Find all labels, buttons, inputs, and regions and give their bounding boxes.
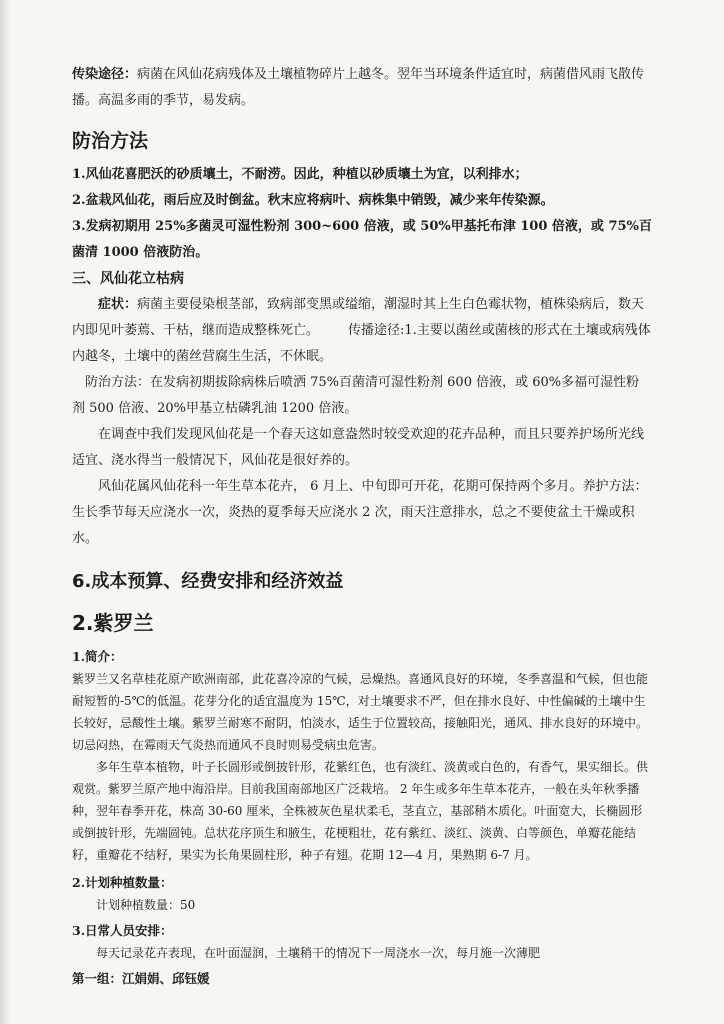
heading-budget: 6.成本预算、经费安排和经济效益 (72, 571, 344, 592)
heading-violet: 2.紫罗兰 (72, 611, 154, 635)
group-text: 第一组：江娟娟、邱钰媛 (72, 971, 210, 986)
care-paragraph: 风仙花属风仙花科一年生草本花卉， 6 月上、中旬即可开花，花期可保持两个多月。养护方法：生长季节每天应浇水一次，炎热的夏季每天应浇水 2 次，雨天注意排水，总之不要使盆土干燥或积水。 (72, 479, 648, 546)
transmission-text: 病菌在风仙花病残体及土壤植物碎片上越冬。翌年当环境条件适宜时，病菌借风雨飞散传播。高温多雨的季节，易发病。 (72, 67, 645, 108)
control-item-1: 1.风仙花喜肥沃的砂质壤土，不耐涝。因此，种植以砂质壤土为宜，以利排水； (72, 167, 528, 182)
intro-paragraph-1: 紫罗兰又名草桂花原产欧洲南部，此花喜冷凉的气候，忌燥热。喜通风良好的环境，冬季喜温和气候，但也能耐短暂的-5℃的低温。花芽分化的适宜温度为 15℃，对土壤要求不严，但在排水良好、中性偏碱的土壤中生长较好，忌酸性土壤。紫罗兰耐寒不耐阴，怕淡水，适生于位置较高，接触阳光，通风、排水良好的环境中。切忌闷热，在霉雨天气炎热而通风不良时则易受病虫危害。 (72, 672, 649, 752)
symptom-paragraph (72, 292, 652, 370)
control-item-2: 2.盆栽风仙花，雨后应及时倒盆。秋末应将病叶、病株集中销毁，减少来年传染源。 (72, 193, 554, 208)
symptom-route: 传播途径:1.主要以菌丝或菌核的形式在土壤或病残体内越冬，土壤中的菌丝营腐生生活，不休眠。 (72, 323, 651, 364)
intro-paragraph-2: 多年生草本植物，叶子长圆形或倒披针形，花紫红色，也有淡红、淡黄或白色的，有香气，果实细长。供观赏。紫罗兰原产地中海沿岸。目前我国南部地区广泛栽培。 2 年生或多年生草本花卉，一般在头年秋季播种，翌年春季开花，株高 30-60 厘米，全株被灰色星状柔毛，茎直立，基部稍木质化。叶面宽大，长椭圆形或倒披针形，先端圆钝。总状花序顶生和腋生，花梗粗壮，花有紫红、淡红、淡黄、白等颜色，单瓣花能结籽，重瓣花不结籽，果实为长角果圆柱形，种子有翅。花期 12—4 月，果熟期 6-7 月。 (72, 760, 649, 862)
control-item-3: 3.发病初期用 25%多菌灵可湿性粉剂 300~600 倍液，或 50%甲基托布津 100 倍液，或 75%百菌清 1000 倍液防治。 (72, 219, 652, 260)
heading-control-methods: 防治方法 (72, 130, 149, 152)
heading-damping-off: 三、风仙花立枯病 (72, 271, 184, 287)
transmission-lead: 传染途径： (72, 67, 138, 82)
symptom-lead: 症状： (98, 297, 138, 312)
staff-text: 每天记录花卉表现，在叶面湿润，土壤稍干的情况下一周浇水一次，每月施一次薄肥 (96, 946, 541, 960)
plan-heading: 2.计划种植数量： (72, 875, 173, 890)
intro-heading: 1.简介： (72, 649, 123, 664)
transmission-paragraph (72, 62, 652, 114)
symptom-text: 病菌主要侵染根茎部，致病部变黑或缢缩，潮湿时其上生白色霉状物，植株染病后，数天内即见叶萎蔫、干枯，继而造成整株死亡。 (72, 297, 645, 338)
plan-text: 计划种植数量：50 (96, 898, 196, 912)
control-paragraph: 防治方法：在发病初期拔除病株后喷洒 75%百菌清可湿性粉剂 600 倍液，或 60%多福可湿性粉剂 500 倍液、20%甲基立枯磷乳油 1200 倍液。 (72, 375, 640, 416)
staff-heading: 3.日常人员安排： (72, 923, 173, 938)
survey-paragraph: 在调查中我们发现风仙花是一个春天这如意盎然时较受欢迎的花卉品种，而且只要养护场所光线适宜、浇水得当一般情况下，风仙花是很好养的。 (72, 427, 645, 468)
